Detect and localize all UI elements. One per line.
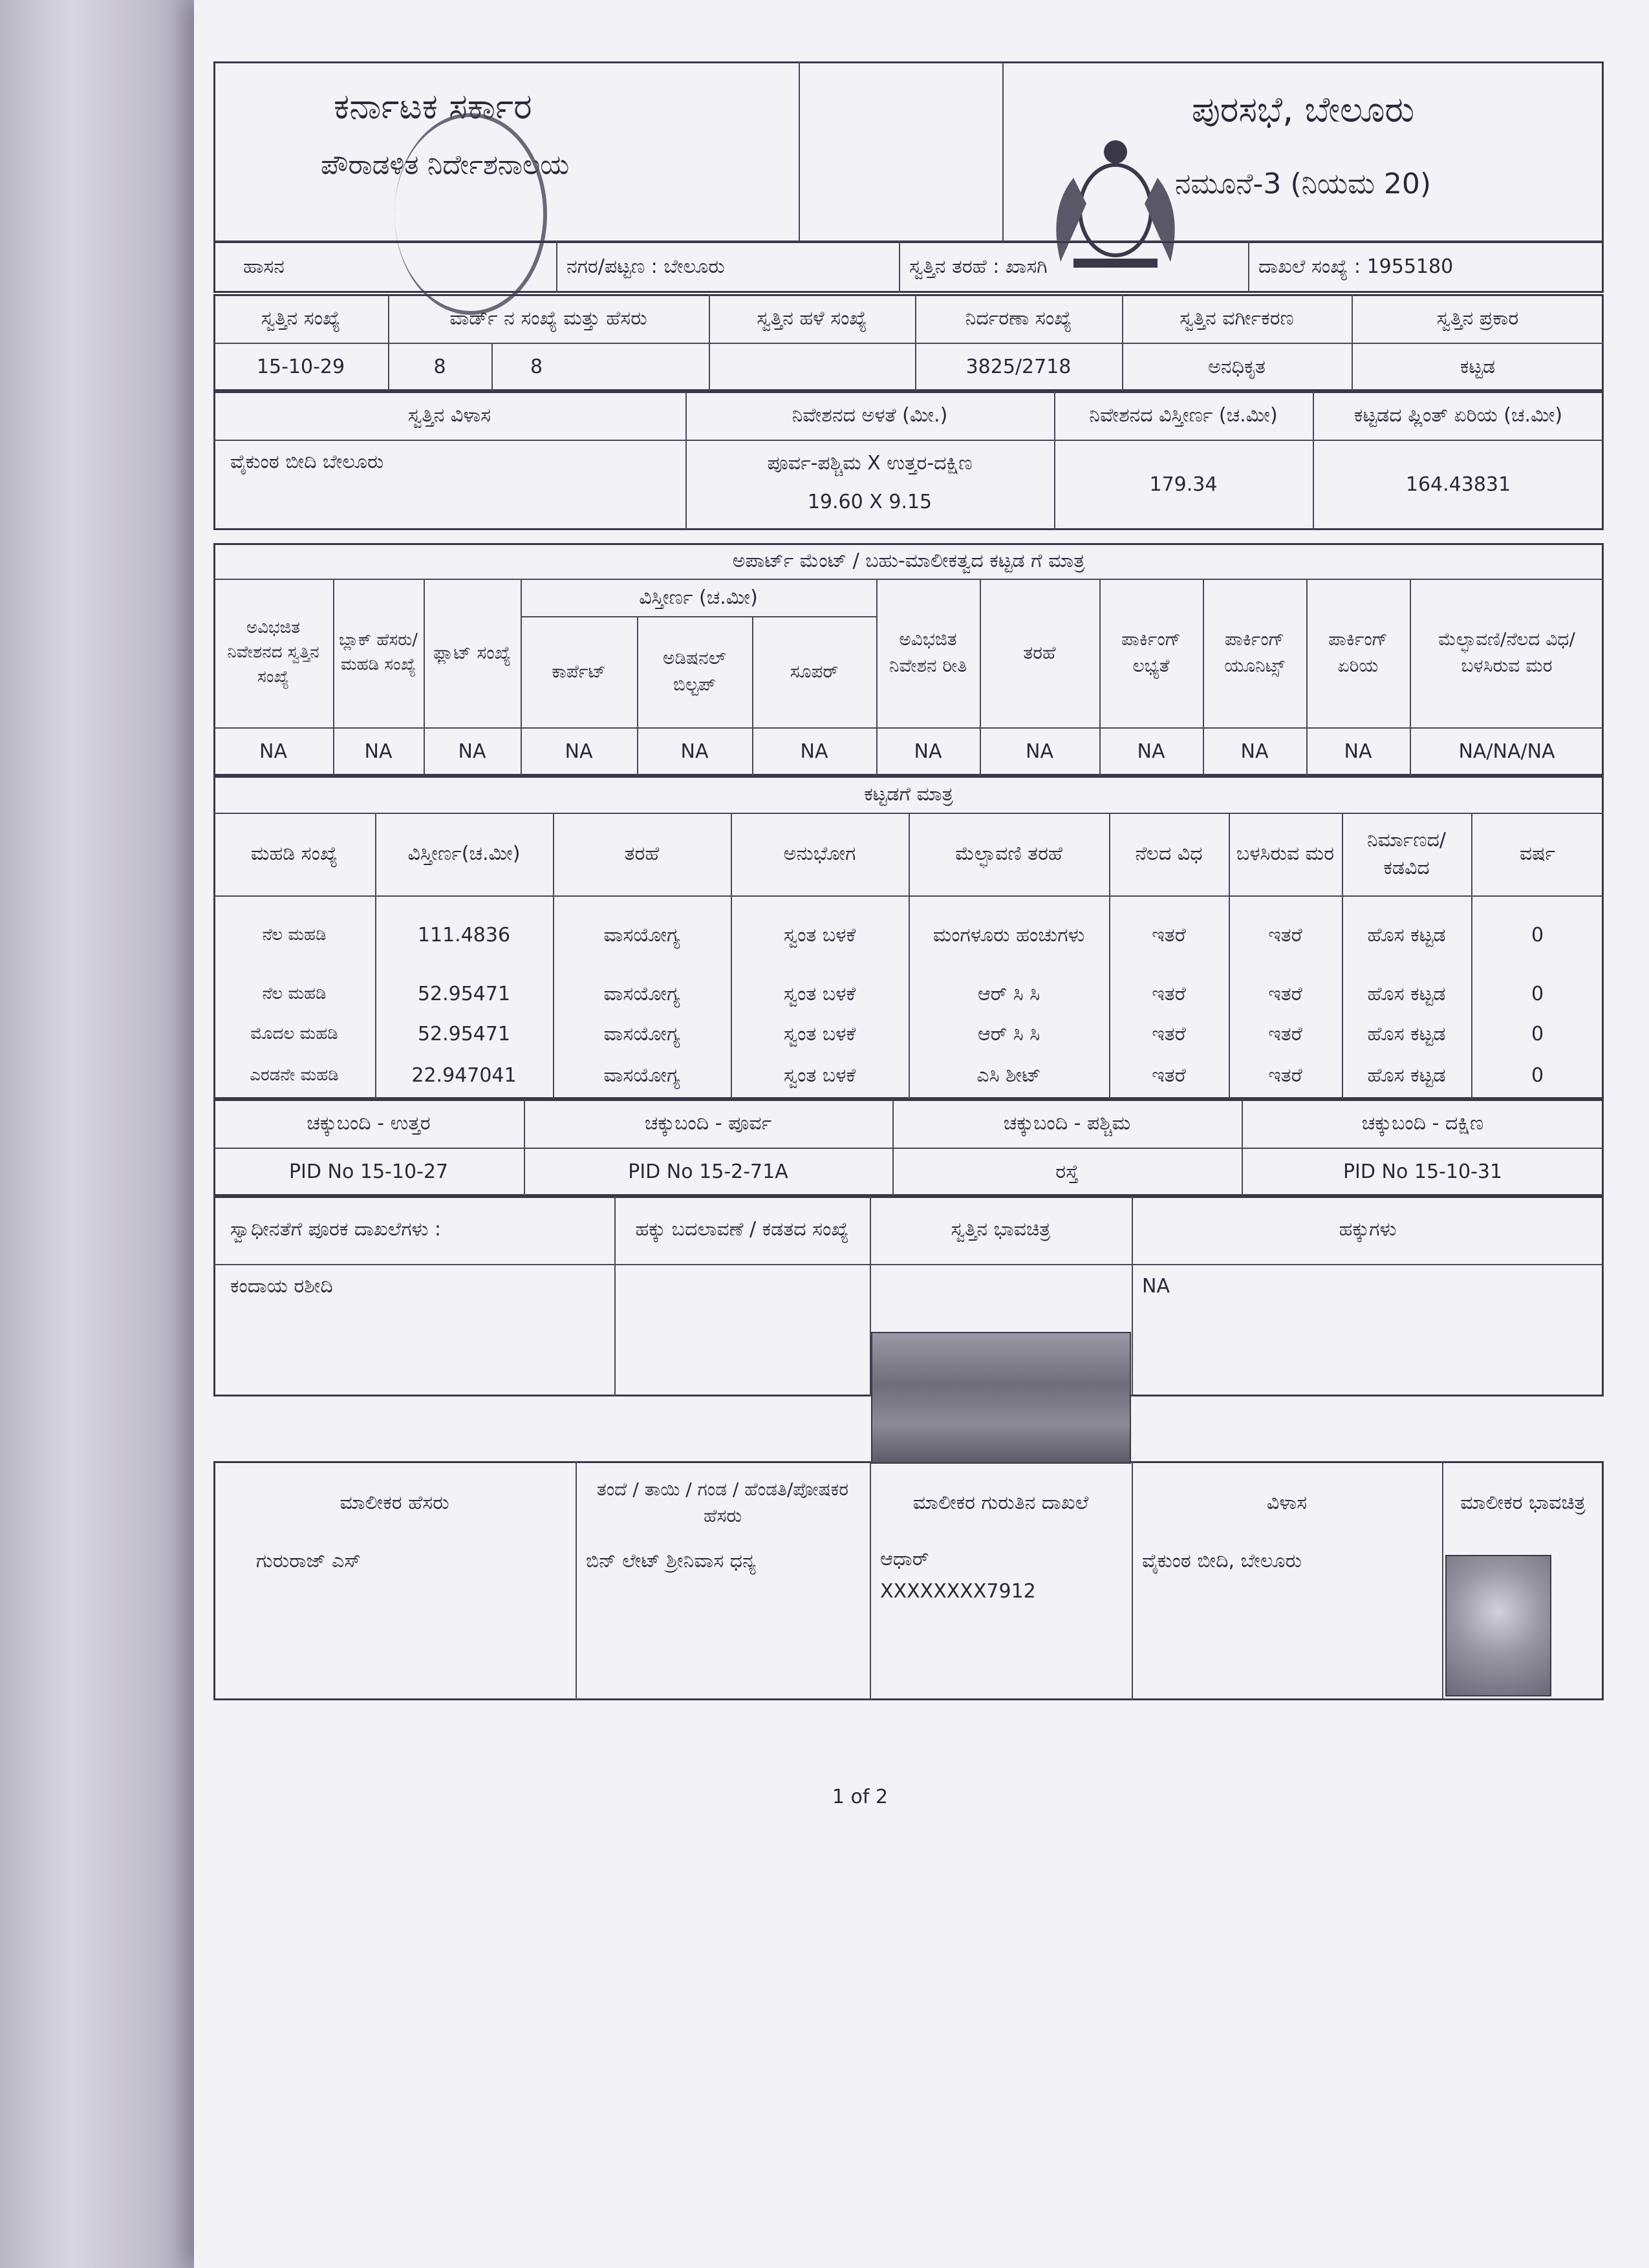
property-kind: ಕಟ್ಟಡ — [1460, 356, 1496, 379]
bld-header-floor: ಮಹಡಿ ಸಂಖ್ಯೆ — [250, 842, 338, 866]
bld-year: 0 — [1531, 983, 1544, 1006]
old-number — [709, 344, 915, 390]
doc-tax-receipt: ಕಂದಾಯ ರಶೀದಿ — [230, 1275, 333, 1298]
rights-value: NA — [1142, 1275, 1170, 1298]
apt-value-super: NA — [800, 740, 828, 764]
prop-header-classification: ಸ್ವತ್ತಿನ ವರ್ಗೀಕರಣ — [1180, 307, 1294, 330]
apt-header-additional: ಅಡಿಷನಲ್ ಬಿಲ್ಟಪ್ — [663, 647, 726, 695]
bld-floor-type: ಇತರೆ — [1152, 1064, 1186, 1087]
address-header: ಸ್ವತ್ತಿನ ವಿಳಾಸ — [407, 404, 491, 427]
assessment-number: 3825/2718 — [965, 356, 1072, 379]
bld-type: ವಾಸಯೋಗ್ಯ — [603, 983, 680, 1006]
prop-header-number: ಸ್ವತ್ತಿನ ಸಂಖ್ಯೆ — [261, 307, 341, 330]
district: ಹಾಸನ — [243, 255, 285, 279]
ward-number: 8 — [433, 356, 446, 379]
apt-header-undivided-number: ಅವಿಭಜಿತ ನಿವೇಶನದ ಸ್ವತ್ತಿನ ಸಂಖ್ಯೆ — [227, 618, 319, 687]
bld-usage: ಸ್ವಂತ ಬಳಕೆ — [783, 1023, 856, 1046]
apt-value-flat: NA — [458, 740, 486, 764]
owner-header-photo: ಮಾಲೀಕರ ಭಾವಚಿತ್ರ — [1460, 1492, 1586, 1515]
record-number: ದಾಖಲೆ ಸಂಖ್ಯೆ : 1955180 — [1258, 255, 1454, 279]
apt-header-undivided-type: ಅವಿಭಜಿತ ನಿವೇಶನ ರೀತಿ — [889, 628, 967, 676]
bld-year: 0 — [1531, 1023, 1544, 1046]
owner-id-number: XXXXXXXX7912 — [880, 1580, 1036, 1603]
bld-wood: ಇತರೆ — [1268, 1064, 1302, 1087]
bld-wood: ಇತರೆ — [1268, 1023, 1302, 1046]
property-type: ಸ್ವತ್ತಿನ ತರಹೆ : ಖಾಸಗಿ — [909, 255, 1048, 279]
owner-id-type: ಆಧಾರ್ — [880, 1548, 929, 1571]
apt-value-parking-availability: NA — [1137, 740, 1165, 764]
apt-value-undivided-type: NA — [914, 740, 942, 764]
site-area-header: ನಿವೇಶನದ ವಿಸ್ತೀರ್ಣ (ಚ.ಮೀ) — [1089, 404, 1278, 427]
apt-header-flat: ಫ್ಲಾಟ್ ಸಂಖ್ಯೆ — [433, 641, 512, 663]
boundary-north-value: PID No 15-10-27 — [288, 1161, 449, 1184]
bld-roof: ಆರ್ ಸಿ ಸಿ — [977, 1023, 1040, 1046]
owner-header-address: ವಿಳಾಸ — [1266, 1492, 1308, 1515]
prop-header-kind: ಸ್ವತ್ತಿನ ಪ್ರಕಾರ — [1436, 307, 1519, 330]
owner-header-id: ಮಾಲೀಕರ ಗುರುತಿನ ದಾಖಲೆ — [912, 1492, 1089, 1515]
bld-header-usage: ಅನುಭೋಗ — [783, 842, 856, 866]
bld-header-roof: ಮೆಲ್ಛಾವಣಿ ತರಹೆ — [955, 842, 1062, 866]
owner-name: ಗುರುರಾಜ್ ಎಸ್ — [256, 1550, 361, 1573]
owner-header-relation: ತಂದೆ / ತಾಯಿ / ಗಂಡ / ಹೆಂಡತಿ/ಪೋಷಕರ ಹೆಸರು — [596, 1479, 849, 1526]
form-name: ನಮೂನೆ-3 (ನಿಯಮ 20) — [1174, 167, 1432, 201]
boundary-south-value: PID No 15-10-31 — [1342, 1161, 1503, 1184]
bld-floor-type: ಇತರೆ — [1152, 983, 1186, 1006]
owner-photo — [1445, 1555, 1551, 1696]
apartment-title: ಅಪಾರ್ಟ್ ಮೆಂಟ್ / ಬಹು-ಮಾಲೀಕತ್ವದ ಕಟ್ಟಡ ಗೆ ಮಾತ್ರ — [732, 550, 1085, 573]
bld-year: 0 — [1531, 924, 1544, 947]
owner-relation: ಬಿನ್ ಲೇಟ್ ಶ್ರೀನಿವಾಸ ಧನ್ಯ — [586, 1550, 756, 1573]
site-area-value: 179.34 — [1149, 473, 1218, 497]
apt-value-parking-area: NA — [1344, 740, 1372, 764]
bld-area: 52.95471 — [417, 983, 511, 1006]
bld-area: 111.4836 — [417, 924, 511, 947]
bld-floor: ನೆಲ ಮಹಡಿ — [262, 925, 327, 945]
bld-construction: ಹೊಸ ಕಟ್ಟಡ — [1367, 1064, 1446, 1087]
boundary-east-label: ಚಕ್ಕುಬಂದಿ - ಪೂರ್ವ — [644, 1112, 772, 1135]
apt-value-parking-units: NA — [1240, 740, 1269, 764]
prop-number: 15-10-29 — [256, 356, 345, 379]
bld-header-year: ವರ್ಷ — [1519, 842, 1556, 866]
apt-header-block: ಬ್ಲಾಕ್ ಹೆಸರು/ ಮಹಡಿ ಸಂಖ್ಯೆ — [338, 630, 418, 674]
bld-wood: ಇತರೆ — [1268, 983, 1302, 1006]
owner-address: ವೈಕುಂಠ ಬೀದಿ, ಬೇಲೂರು — [1142, 1550, 1302, 1573]
apt-header-type: ತರಹೆ — [1023, 641, 1056, 663]
docs-header-supporting: ಸ್ವಾಧೀನತೆಗೆ ಪೂರಕ ದಾಖಲೆಗಳು : — [230, 1218, 442, 1241]
boundary-west-value: ರಸ್ತೆ — [1055, 1161, 1079, 1184]
docs-header-mutation: ಹಕ್ಕು ಬದಲಾವಣೆ / ಕಡತದ ಸಂಖ್ಯೆ — [635, 1218, 849, 1241]
plinth-area-value: 164.43831 — [1405, 473, 1511, 497]
bld-type: ವಾಸಯೋಗ್ಯ — [603, 1023, 680, 1046]
dimension-label: ಪೂರ್ವ-ಪಶ್ಚಿಮ X ಉತ್ತರ-ದಕ್ಷಿಣ — [767, 452, 973, 475]
bld-construction: ಹೊಸ ಕಟ್ಟಡ — [1367, 924, 1446, 947]
bld-type: ವಾಸಯೋಗ್ಯ — [603, 924, 680, 947]
bld-area: 52.95471 — [417, 1023, 511, 1046]
town: ನಗರ/ಪಟ್ಟಣ : ಬೇಲೂರು — [566, 255, 725, 279]
boundary-south-label: ಚಕ್ಕುಬಂದಿ - ದಕ್ಷಿಣ — [1361, 1112, 1484, 1135]
dimension-header: ನಿವೇಶನದ ಅಳತೆ (ಮೀ.) — [792, 404, 948, 427]
apt-header-parking-availability: ಪಾರ್ಕಿಂಗ್ ಲಭ್ಯತೆ — [1121, 628, 1181, 676]
bld-roof: ಮಂಗಳೂರು ಹಂಚುಗಳು — [932, 924, 1085, 947]
property-photo — [871, 1332, 1131, 1464]
bld-usage: ಸ್ವಂತ ಬಳಕೆ — [783, 924, 856, 947]
apt-header-parking-area: ಪಾರ್ಕಿಂಗ್ ಏರಿಯ — [1328, 628, 1388, 676]
ward-name: 8 — [530, 356, 543, 379]
dimension-value: 19.60 X 9.15 — [807, 491, 932, 514]
page-number: 1 of 2 — [832, 1786, 889, 1809]
bld-area: 22.947041 — [411, 1064, 517, 1087]
apt-value-roof-floor-wood: NA/NA/NA — [1458, 740, 1555, 764]
apt-value-additional: NA — [680, 740, 709, 764]
bld-construction: ಹೊಸ ಕಟ್ಟಡ — [1367, 1023, 1446, 1046]
boundary-west-label: ಚಕ್ಕುಬಂದಿ - ಪಶ್ಚಿಮ — [1003, 1112, 1131, 1135]
boundary-east-value: PID No 15-2-71A — [628, 1161, 788, 1184]
bld-header-floor-type: ನೆಲದ ವಿಧ — [1135, 842, 1203, 866]
bld-type: ವಾಸಯೋಗ್ಯ — [603, 1064, 680, 1087]
address-value: ವೈಕುಂಠ ಬೀದಿ ಬೇಲೂರು — [230, 451, 384, 474]
prop-header-assessment: ನಿರ್ದರಣಾ ಸಂಖ್ಯೆ — [965, 307, 1072, 330]
prop-header-old-number: ಸ್ವತ್ತಿನ ಹಳೆ ಸಂಖ್ಯೆ — [757, 307, 867, 330]
apt-header-roof-floor-wood: ಮೆಲ್ಛಾವಣಿ/ನೆಲದ ವಿಧ/ಬಳಸಿರುವ ಮರ — [1438, 628, 1575, 676]
docs-header-rights: ಹಕ್ಕುಗಳು — [1339, 1218, 1397, 1241]
apt-header-super: ಸೂಪರ್ — [790, 660, 839, 682]
bld-construction: ಹೊಸ ಕಟ್ಟಡ — [1367, 983, 1446, 1006]
bld-floor: ನೆಲ ಮಹಡಿ — [262, 984, 327, 1004]
bld-floor-type: ಇತರೆ — [1152, 924, 1186, 947]
owner-header-name: ಮಾಲೀಕರ ಹೆಸರು — [339, 1492, 449, 1515]
bld-header-type: ತರಹೆ — [624, 842, 660, 866]
bld-usage: ಸ್ವಂತ ಬಳಕೆ — [783, 983, 856, 1006]
bld-roof: ಎಸಿ ಶೀಟ್ — [976, 1064, 1041, 1087]
apt-value-type: NA — [1026, 740, 1053, 764]
bld-header-construction: ನಿರ್ಮಾಣದ/ ಕಡವಿದ — [1366, 828, 1447, 879]
apt-value-undivided-number: NA — [259, 740, 287, 764]
apartment-area-group: ವಿಸ್ತೀರ್ಣ (ಚ.ಮೀ) — [639, 586, 758, 609]
bld-wood: ಇತರೆ — [1268, 924, 1302, 947]
bld-header-area: ವಿಸ್ತೀರ್ಣ(ಚ.ಮೀ) — [407, 842, 521, 866]
apt-header-carpet: ಕಾರ್ಪೆಟ್ — [552, 660, 606, 682]
prop-header-ward: ವಾರ್ಡ್ ನ ಸಂಖ್ಯೆ ಮತ್ತು ಹೆಸರು — [449, 307, 647, 330]
dept-name: ಪೌರಾಡಳಿತ ನಿರ್ದೇಶನಾಲಯ — [321, 148, 570, 180]
boundary-north-label: ಚಕ್ಕುಬಂದಿ - ಉತ್ತರ — [307, 1112, 431, 1135]
govt-name: ಕರ್ನಾಟಕ ಸರ್ಕಾರ — [334, 85, 532, 127]
building-title: ಕಟ್ಟಡಗೆ ಮಾತ್ರ — [864, 783, 953, 806]
apt-value-carpet: NA — [565, 740, 593, 764]
apt-header-parking-units: ಪಾರ್ಕಿಂಗ್ ಯೂನಿಟ್ಸ್ — [1224, 628, 1285, 676]
bld-usage: ಸ್ವಂತ ಬಳಕೆ — [783, 1064, 856, 1087]
bld-year: 0 — [1531, 1064, 1544, 1087]
classification: ಅನಧಿಕೃತ — [1208, 356, 1266, 379]
bld-floor: ಮೊದಲ ಮಹಡಿ — [250, 1024, 338, 1044]
bld-roof: ಆರ್ ಸಿ ಸಿ — [977, 983, 1040, 1006]
docs-header-photo: ಸ್ವತ್ತಿನ ಭಾವಚಿತ್ರ — [951, 1218, 1051, 1241]
bld-header-wood: ಬಳಸಿರುವ ಮರ — [1236, 842, 1335, 866]
apt-value-block: NA — [364, 740, 393, 764]
plinth-area-header: ಕಟ್ಟಡದ ಪ್ಲಿಂತ್ ಏರಿಯ (ಚ.ಮೀ) — [1353, 404, 1563, 427]
bld-floor: ಎರಡನೇ ಮಹಡಿ — [250, 1065, 339, 1086]
municipality-title: ಪುರಸಭೆ, ಬೇಲೂರು — [1191, 89, 1415, 130]
bld-floor-type: ಇತರೆ — [1152, 1023, 1186, 1046]
